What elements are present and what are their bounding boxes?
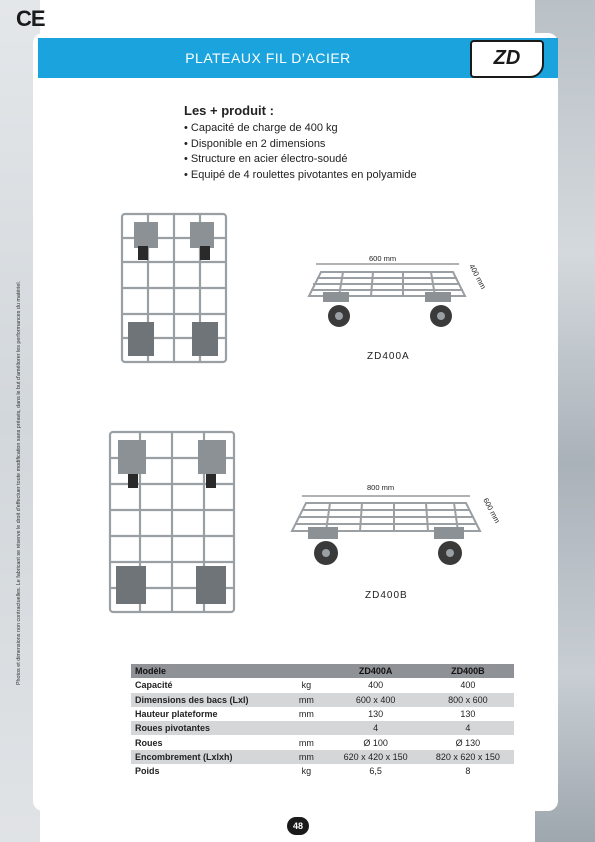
zd400b-width-label: 600 mm [481, 496, 502, 525]
table-row [131, 707, 514, 721]
table-cell: 130 [460, 709, 476, 720]
table-cell: Encombrement (Lxlxh) [131, 750, 283, 764]
feature-item: • Disponible en 2 dimensions [184, 137, 326, 150]
table-cell: Roues [135, 737, 163, 748]
table-cell: kg [301, 680, 312, 691]
feature-item: • Capacité de charge de 400 kg [184, 122, 338, 134]
table-cell: 800 x 600 [422, 693, 514, 707]
table-row [131, 721, 514, 735]
table-cell: Capacité [135, 680, 173, 691]
features-title: Les + produit : [184, 103, 274, 118]
table-row [131, 678, 514, 692]
table-header-cell: ZD400B [422, 664, 514, 678]
table-cell: Hauteur plateforme [135, 709, 218, 720]
table-cell: Dimensions des bacs (Lxl) [131, 693, 283, 707]
feature-item: • Structure en acier électro-soudé [184, 153, 348, 165]
table-cell: 6,5 [369, 766, 382, 777]
zd400a-top-view-image [118, 210, 230, 366]
table-cell: 400 [460, 680, 476, 691]
zd400b-length-label: 800 mm [367, 483, 395, 492]
ce-mark: CE [16, 6, 45, 31]
table-cell: Roues pivotantes [131, 721, 283, 735]
table-cell: Ø 100 [363, 737, 388, 748]
table-cell: 600 x 400 [329, 693, 421, 707]
table-cell: 400 [368, 680, 384, 691]
table-cell: kg [301, 766, 312, 777]
table-cell: Ø 130 [455, 737, 481, 748]
table-header-row [131, 664, 514, 678]
table-row [131, 735, 514, 749]
table-header-cell: Modèle [131, 664, 283, 678]
table-cell: 4 [329, 721, 421, 735]
table-cell: 620 x 420 x 150 [329, 750, 421, 764]
zd400b-perspective-image [286, 495, 486, 570]
table-cell: mm [298, 737, 314, 748]
feature-item: • Equipé de 4 roulettes pivotantes en polyamide [184, 168, 417, 181]
page-title: PLATEAUX FIL D’ACIER [185, 50, 351, 66]
table-row [131, 750, 514, 764]
zd400b-dimension-lines [300, 492, 480, 504]
table-cell: 8 [465, 766, 471, 777]
disclaimer-vertical-text: Photos et dimensions non contractuelles. Le fabricant se réserve le droit d'effectuer toute modification sans préavis, dans le but d'améliorer les performances du matériel. [16, 280, 22, 686]
table-row [131, 693, 514, 707]
table-cell: mm [298, 709, 314, 720]
product-code-badge [470, 40, 544, 78]
features-list [184, 121, 417, 183]
table-cell [283, 721, 329, 735]
table-cell: mm [283, 750, 329, 764]
table-cell: mm [283, 693, 329, 707]
table-cell: 130 [368, 709, 384, 720]
specifications-table [131, 664, 514, 778]
page-number: 48 [287, 817, 309, 835]
table-header-cell: ZD400A [329, 664, 421, 678]
table-row [131, 764, 514, 778]
table-header-cell [283, 664, 329, 678]
table-cell: Poids [135, 766, 160, 777]
zd400a-model-label: ZD400A [367, 351, 410, 362]
zd400b-model-label: ZD400B [365, 590, 408, 601]
zd400b-top-view-image [106, 428, 238, 616]
table-cell: 820 x 620 x 150 [422, 750, 514, 764]
table-cell: 4 [422, 721, 514, 735]
product-code: ZD [493, 47, 521, 69]
zd400a-length-label: 600 mm [369, 254, 397, 263]
zd400a-width-label: 400 mm [467, 262, 488, 291]
